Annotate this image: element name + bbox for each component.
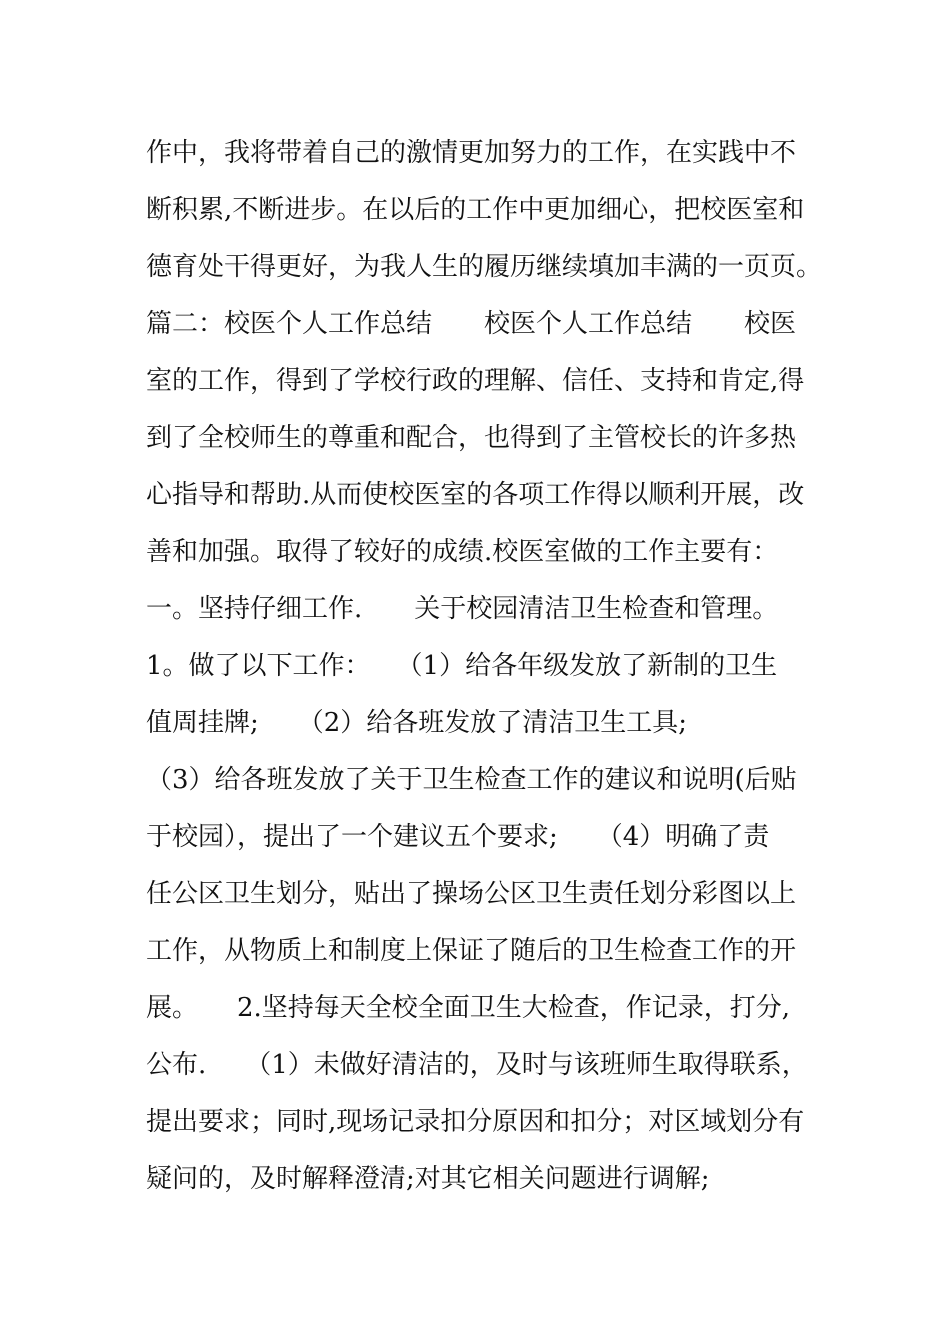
text-line: 1。做了以下工作： （1）给各年级发放了新制的卫生 <box>146 651 778 681</box>
text-line: 公布. （1）未做好清洁的，及时与该班师生取得联系， <box>146 1050 808 1080</box>
text-line: 于校园），提出了一个建议五个要求; （4）明确了责 <box>146 822 770 852</box>
text-line: 工作，从物质上和制度上保证了随后的卫生检查工作的开 <box>146 936 797 966</box>
text-line: 展。 2.坚持每天全校全面卫生大检查，作记录，打分, <box>146 993 791 1023</box>
text-line: 疑问的，及时解释澄清;对其它相关问题进行调解; <box>146 1164 710 1194</box>
text-line: 室的工作，得到了学校行政的理解、信任、支持和肯定,得 <box>146 366 805 396</box>
text-line: （3）给各班发放了关于卫生检查工作的建议和说明(后贴 <box>146 765 797 795</box>
text-line: 心指导和帮助.从而使校医室的各项工作得以顺利开展，改 <box>146 480 805 510</box>
text-line: 作中，我将带着自己的激情更加努力的工作，在实践中不 <box>146 138 797 168</box>
text-line: 篇二：校医个人工作总结 校医个人工作总结 校医 <box>146 309 797 339</box>
text-line: 一。坚持仔细工作. 关于校园清洁卫生检查和管理。 <box>146 594 779 624</box>
text-line: 到了全校师生的尊重和配合，也得到了主管校长的许多热 <box>146 423 797 453</box>
text-line: 值周挂牌; （2）给各班发放了清洁卫生工具; <box>146 708 688 738</box>
text-line: 任公区卫生划分，贴出了操场公区卫生责任划分彩图以上 <box>146 879 797 909</box>
text-line: 德育处干得更好，为我人生的履历继续填加丰满的一页页。 <box>146 252 823 282</box>
text-line: 断积累,不断进步。在以后的工作中更加细心，把校医室和 <box>146 195 805 225</box>
text-line: 善和加强。取得了较好的成绩.校医室做的工作主要有： <box>146 537 779 567</box>
text-line: 提出要求；同时,现场记录扣分原因和扣分；对区域划分有 <box>146 1107 805 1137</box>
body-text <box>146 125 826 1208</box>
